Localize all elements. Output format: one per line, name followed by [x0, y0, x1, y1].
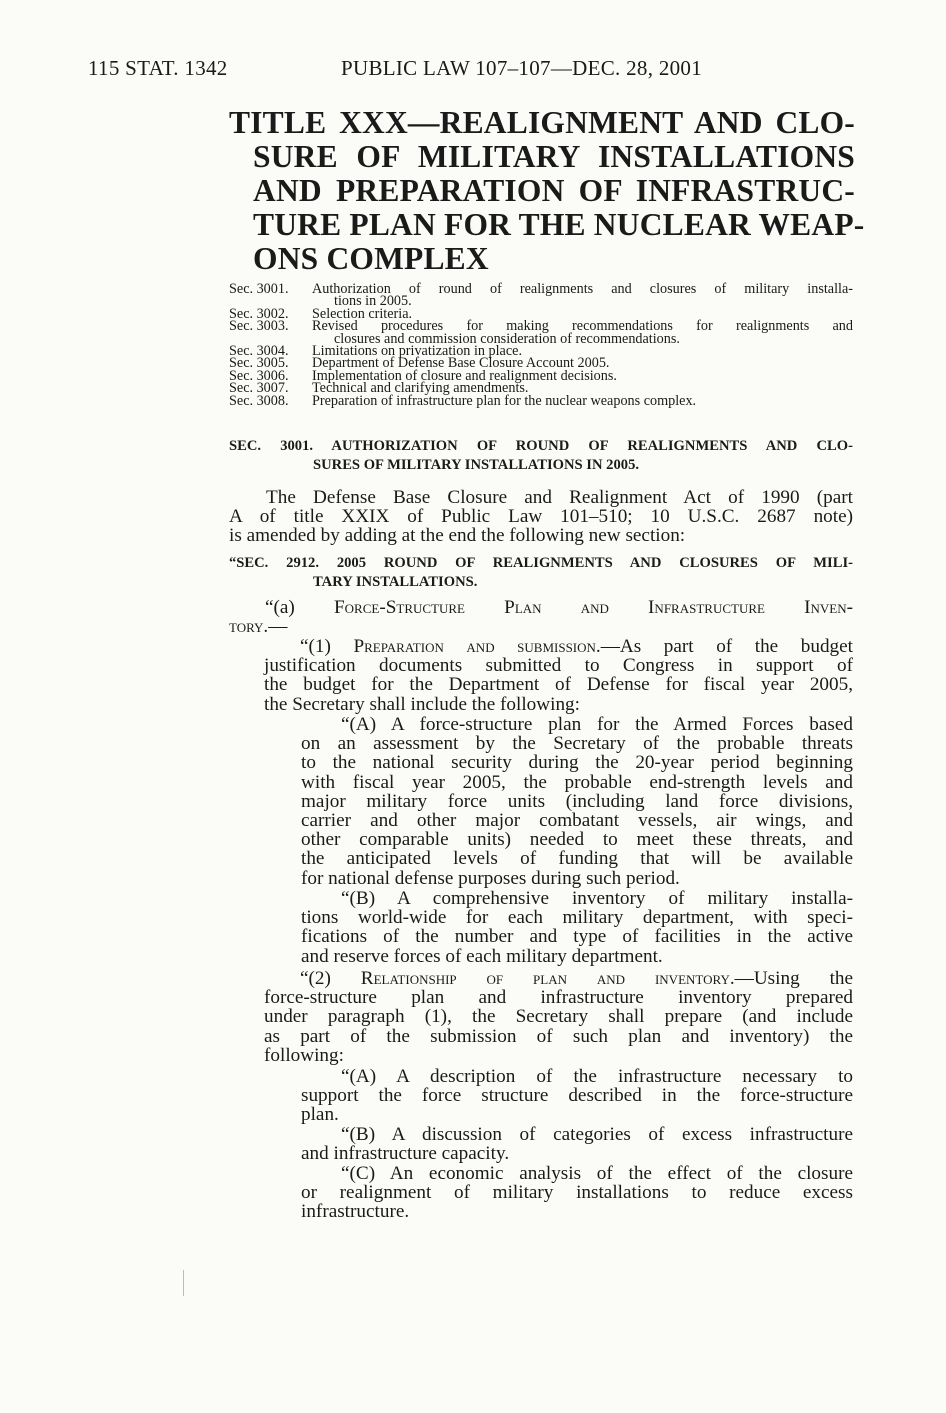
heading-line: TARY INSTALLATIONS.	[313, 574, 478, 590]
toc-entry	[229, 392, 853, 409]
subsection-caption-cont: tory.—	[229, 616, 288, 638]
title-line: TURE PLAN FOR THE NUCLEAR WEAP-	[253, 207, 865, 242]
title-line: SURE OF MILITARY INSTALLATIONS	[253, 139, 855, 174]
subsection-caption: Force-Structure Plan and Infrastructure Inven-	[333, 597, 853, 618]
text-line: “(B) A comprehensive inventory of military installa-	[341, 888, 853, 909]
paragraph-2	[264, 969, 853, 1065]
table-of-contents	[229, 283, 853, 407]
toc-section-number: Sec. 3006.	[229, 367, 289, 384]
text-line: with fiscal year 2005, the probable end-strength levels and	[301, 771, 853, 793]
text-line: “(B) A discussion of categories of excess infrastructure	[341, 1124, 853, 1145]
toc-entry	[229, 283, 853, 308]
page-citation: 115 STAT. 1342	[88, 56, 228, 80]
text-line: “(A) A force-structure plan for the Armed Forces based	[341, 714, 853, 735]
text-line: the budget for the Department of Defense for fiscal year 2005,	[264, 674, 853, 696]
text-line: the anticipated levels of funding that will be available	[301, 848, 853, 870]
toc-section-number: Sec. 3003.	[229, 318, 289, 335]
toc-section-title: Limitations on privatization in place.	[312, 343, 522, 360]
text-line: major military force units (including land force divisions,	[301, 790, 853, 812]
text-line: infrastructure.	[301, 1201, 410, 1223]
paragraph-caption: Preparation and submission.	[353, 636, 601, 657]
text-line: for national defense purposes during such period.	[301, 867, 680, 889]
subsection-label: “(a)	[265, 597, 295, 618]
text-run: —As part of the budget	[600, 636, 853, 657]
toc-section-title-cont: closures and commission consideration of recommendations.	[334, 330, 680, 347]
text-line: support the force structure described in the force-structure	[301, 1085, 853, 1107]
toc-section-title: Technical and clarifying amendments.	[312, 380, 529, 397]
text-line: or realignment of military installations to reduce excess	[301, 1182, 853, 1204]
section-3001-intro	[229, 488, 853, 546]
text-line: is amended by adding at the end the following new section:	[229, 525, 686, 547]
paragraph-1	[264, 637, 853, 714]
toc-section-title: Authorization of round of realignments and closures of military installa-	[312, 281, 853, 297]
toc-section-title: Revised procedures for making recommendations for realignments and	[312, 318, 853, 335]
title-line: ONS COMPLEX	[253, 241, 489, 276]
scan-mark	[183, 1270, 184, 1296]
heading-line: SEC. 3001. AUTHORIZATION OF ROUND OF REALIGNMENTS AND CLO-	[229, 438, 853, 454]
text-line: and reserve forces of each military department.	[301, 945, 663, 967]
title-line: AND PREPARATION OF INFRASTRUC-	[253, 173, 855, 208]
paragraph-2-C	[301, 1164, 853, 1222]
heading-line: “SEC. 2912. 2005 ROUND OF REALIGNMENTS AND CLOSURES OF MILI-	[229, 555, 853, 571]
toc-section-number: Sec. 3004.	[229, 343, 289, 360]
text-line: “(C) An economic analysis of the effect of the closure	[341, 1163, 853, 1184]
text-line: plan.	[301, 1104, 339, 1126]
toc-section-title: Implementation of closure and realignment decisions.	[312, 367, 617, 384]
text-line: to the national security during the 20-year period beginning	[301, 752, 853, 774]
toc-section-title: Selection criteria.	[312, 305, 413, 322]
text-line: fications of the number and type of facilities in the active	[301, 926, 853, 948]
text-line: as part of the submission of such plan and inventory) the	[264, 1025, 853, 1047]
text-line: The Defense Base Closure and Realignment Act of 1990 (part	[266, 487, 853, 508]
section-2912-heading	[229, 554, 853, 592]
toc-section-title: Preparation of infrastructure plan for the nuclear weapons complex.	[312, 392, 697, 409]
text-line: carrier and other major combatant vessels, air wings, and	[301, 810, 853, 832]
text-line: “(A) A description of the infrastructure necessary to	[341, 1066, 853, 1087]
toc-section-number: Sec. 3008.	[229, 392, 289, 409]
text-line: A of title XXIX of Public Law 101–510; 10 U.S.C. 2687 note)	[229, 506, 853, 528]
toc-section-number: Sec. 3001.	[229, 281, 289, 297]
text-line: the Secretary shall include the following:	[264, 693, 580, 715]
toc-section-number: Sec. 3007.	[229, 380, 289, 397]
text-line: justification documents submitted to Congress in support of	[264, 655, 853, 677]
paragraph-2-B	[301, 1125, 853, 1163]
text-line: tions world-wide for each military department, with speci-	[301, 907, 853, 929]
toc-section-number: Sec. 3002.	[229, 305, 289, 322]
text-line: other comparable units) needed to meet these threats, and	[301, 829, 853, 851]
toc-section-number: Sec. 3005.	[229, 355, 289, 372]
subsection-a-heading	[229, 598, 853, 636]
toc-section-title: Department of Defense Base Closure Account 2005.	[312, 355, 610, 372]
running-head: PUBLIC LAW 107–107—DEC. 28, 2001	[341, 56, 703, 80]
title-heading	[229, 105, 865, 276]
text-line: following:	[264, 1044, 344, 1066]
toc-section-title-cont: tions in 2005.	[334, 293, 412, 310]
text-line: on an assessment by the Secretary of the probable threats	[301, 733, 853, 755]
paragraph-2-A	[301, 1067, 853, 1125]
paragraph-label: “(2)	[300, 968, 331, 989]
text-run: —Using the	[734, 968, 854, 989]
section-3001-heading	[229, 437, 853, 475]
paragraph-caption: Relationship of plan and inventory.	[360, 968, 735, 989]
paragraph-1-B	[301, 889, 853, 966]
text-line: under paragraph (1), the Secretary shall prepare (and include	[264, 1006, 853, 1028]
title-line: TITLE XXX—REALIGNMENT AND CLO-	[229, 105, 855, 140]
toc-entry	[229, 320, 853, 345]
text-line: and infrastructure capacity.	[301, 1143, 510, 1165]
text-line: force-structure plan and infrastructure inventory prepared	[264, 987, 853, 1009]
heading-line: SURES OF MILITARY INSTALLATIONS IN 2005.	[313, 457, 640, 473]
paragraph-1-A	[301, 715, 853, 888]
paragraph-label: “(1)	[300, 636, 331, 657]
